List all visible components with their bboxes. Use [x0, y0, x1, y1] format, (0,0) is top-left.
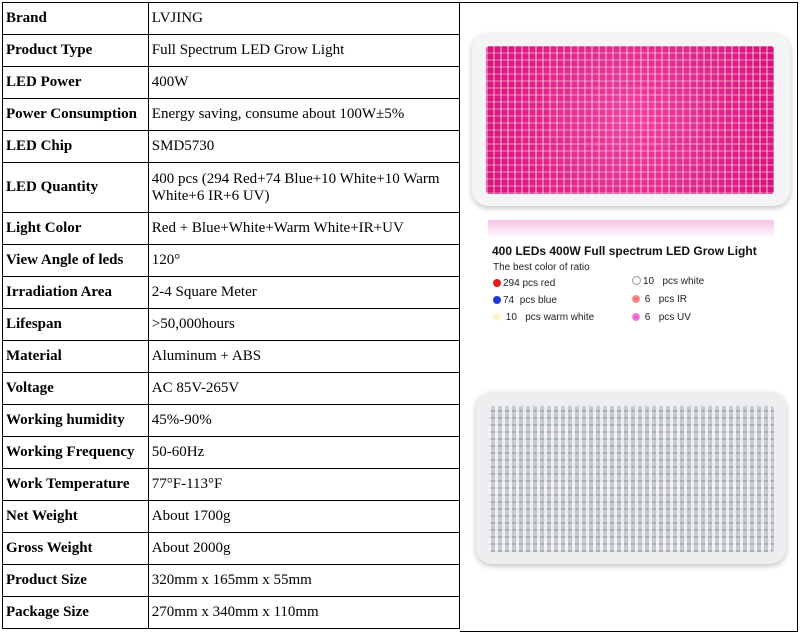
spec-row [3, 3, 460, 35]
spec-row [3, 501, 460, 533]
spec-label: Working Frequency [3, 437, 149, 469]
legend-ir [632, 294, 687, 305]
ir-dot-icon [632, 295, 640, 303]
spec-label: Power Consumption [3, 99, 149, 131]
legend-count: 6 [644, 294, 651, 305]
spec-label: Package Size [3, 597, 149, 629]
spec-value: 270mm x 340mm x 110mm [148, 597, 459, 629]
spec-value: Energy saving, consume about 100W±5% [148, 99, 459, 131]
spec-row [3, 99, 460, 131]
legend-white [632, 276, 704, 287]
spec-label: Voltage [3, 373, 149, 405]
spec-value: 400W [148, 67, 459, 99]
legend-text: pcs IR [658, 294, 688, 305]
grow-light-lit-image [472, 34, 790, 206]
spec-label: Working humidity [3, 405, 149, 437]
spec-value: 400 pcs (294 Red+74 Blue+10 White+10 Warm White+6 IR+6 UV) [148, 163, 459, 213]
spec-value: >50,000hours [148, 309, 459, 341]
spec-value: LVJING [148, 3, 459, 35]
spec-label: Brand [3, 3, 149, 35]
spec-value: 2-4 Square Meter [148, 277, 459, 309]
spec-label: Product Size [3, 565, 149, 597]
spec-row [3, 213, 460, 245]
spec-value: AC 85V-265V [148, 373, 459, 405]
legend-count: 74 [503, 295, 515, 306]
spec-label: Gross Weight [3, 533, 149, 565]
spec-value: 45%-90% [148, 405, 459, 437]
lit-led-array [486, 46, 774, 194]
spec-row [3, 341, 460, 373]
spec-value: About 1700g [148, 501, 459, 533]
product-caption: 400 LEDs 400W Full spectrum LED Grow Light [492, 244, 757, 258]
spec-value: 120° [148, 245, 459, 277]
unlit-led-array [488, 406, 774, 552]
spec-value: Red + Blue+White+Warm White+IR+UV [148, 213, 459, 245]
legend-text: pcs white [662, 276, 705, 287]
spec-label: Net Weight [3, 501, 149, 533]
legend-text: pcs UV [658, 312, 691, 323]
spec-value: 50-60Hz [148, 437, 459, 469]
spec-row [3, 533, 460, 565]
legend-count: 294 [503, 278, 520, 289]
spec-row [3, 405, 460, 437]
spec-row [3, 163, 460, 213]
grow-light-unlit-image [476, 392, 786, 564]
legend-blue [493, 295, 557, 306]
legend-count: 10 [643, 276, 655, 287]
warm-white-dot-icon [493, 313, 501, 321]
spec-label: LED Quantity [3, 163, 149, 213]
product-subcaption: The best color of ratio [493, 262, 590, 273]
blue-dot-icon [493, 296, 501, 304]
spec-row [3, 373, 460, 405]
spec-label: Irradiation Area [3, 277, 149, 309]
legend-text: pcs red [522, 278, 556, 289]
spec-row [3, 437, 460, 469]
spec-value: 77°F-113°F [148, 469, 459, 501]
legend-uv [632, 312, 691, 323]
spec-label: LED Chip [3, 131, 149, 163]
spec-label: View Angle of leds [3, 245, 149, 277]
reflection-strip [488, 220, 774, 238]
spec-row [3, 597, 460, 629]
spec-row [3, 67, 460, 99]
legend-red [493, 278, 555, 289]
spec-label: Light Color [3, 213, 149, 245]
spec-label: Product Type [3, 35, 149, 67]
spec-row [3, 309, 460, 341]
spec-value: Aluminum + ABS [148, 341, 459, 373]
legend-count: 6 [644, 312, 651, 323]
spec-row [3, 131, 460, 163]
spec-value: SMD5730 [148, 131, 459, 163]
spec-row [3, 35, 460, 67]
red-dot-icon [493, 279, 501, 287]
spec-value: Full Spectrum LED Grow Light [148, 35, 459, 67]
legend-text: pcs blue [519, 295, 557, 306]
spec-label: Material [3, 341, 149, 373]
spec-row [3, 277, 460, 309]
spec-value: 320mm x 165mm x 55mm [148, 565, 459, 597]
spec-table [2, 2, 460, 629]
legend-warm-white [493, 312, 594, 323]
legend-count: 10 [505, 312, 517, 323]
uv-dot-icon [632, 313, 640, 321]
spec-row [3, 469, 460, 501]
legend-text: pcs warm white [525, 312, 595, 323]
spec-row [3, 245, 460, 277]
spec-value: About 2000g [148, 533, 459, 565]
spec-row [3, 565, 460, 597]
white-dot-icon [632, 276, 641, 285]
spec-label: LED Power [3, 67, 149, 99]
spec-label: Work Temperature [3, 469, 149, 501]
spec-label: Lifespan [3, 309, 149, 341]
